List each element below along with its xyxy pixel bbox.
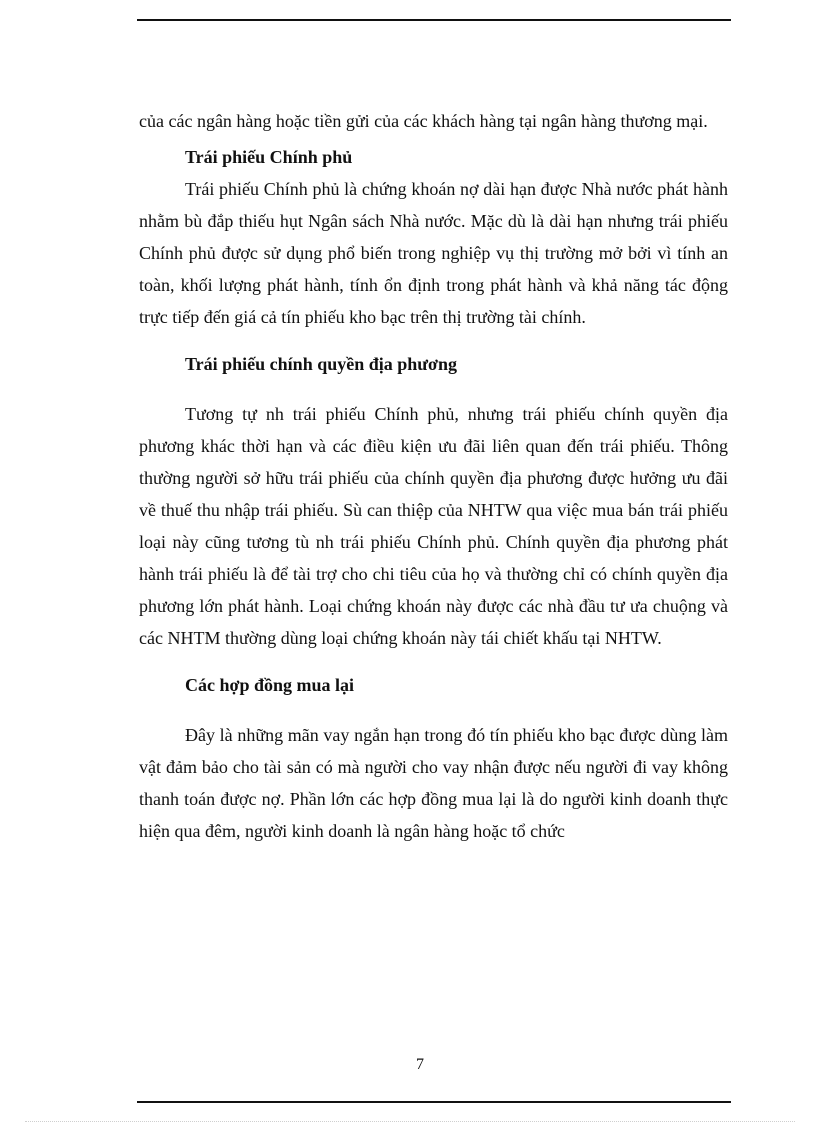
page-number: 7 bbox=[416, 1056, 424, 1073]
section-heading-local-government-bonds: Trái phiếu chính quyền địa phương bbox=[185, 354, 458, 374]
page-content bbox=[139, 105, 728, 847]
page-edge-dotted-line bbox=[25, 1121, 795, 1122]
section-body-repurchase-agreements: Đây là những mãn vay ngắn hạn trong đó tín phiếu kho bạc được dùng làm vật đảm bảo cho tài sản có mà người cho vay nhận được nếu người đi vay không thanh toán được nợ. Phần lớn các hợp đồng mua lại là do người kinh doanh thực hiện qua đêm, người kinh doanh là ngân hàng hoặc tổ chức bbox=[139, 725, 728, 841]
footer-rule bbox=[137, 1101, 731, 1103]
section-heading-government-bonds: Trái phiếu Chính phủ bbox=[185, 147, 353, 167]
header-rule bbox=[137, 19, 731, 21]
section-body-government-bonds: Trái phiếu Chính phủ là chứng khoán nợ dài hạn được Nhà nước phát hành nhằm bù đắp thiếu hụt Ngân sách Nhà nước. Mặc dù là dài hạn nhưng trái phiếu Chính phủ được sử dụng phổ biến trong nghiệp vụ thị trường mở bởi vì tính an toàn, khối lượng phát hành, tính ổn định trong phát hành và khả năng tác động trực tiếp đến giá cả tín phiếu kho bạc trên thị trường tài chính. bbox=[139, 179, 728, 327]
intro-paragraph: của các ngân hàng hoặc tiền gửi của các khách hàng tại ngân hàng thương mại. bbox=[139, 111, 708, 131]
section-body-local-government-bonds: Tương tự nh trái phiếu Chính phủ, nhưng trái phiếu chính quyền địa phương khác thời hạn và các điều kiện ưu đãi liên quan đến trái phiếu. Thông thường người sở hữu trái phiếu của chính quyền địa phương được hưởng ưu đãi về thuế thu nhập trái phiếu. Sù can thiệp của NHTW qua việc mua bán trái phiếu loại này cũng tương tù nh trái phiếu Chính phủ. Chính quyền địa phương phát hành trái phiếu là để tài trợ cho chi tiêu của họ và thường chỉ có chính quyền địa phương lớn phát hành. Loại chứng khoán này được các nhà đầu tư ưa chuộng và các NHTM thường dùng loại chứng khoán này tái chiết khấu tại NHTW. bbox=[139, 404, 728, 648]
section-heading-repurchase-agreements: Các hợp đồng mua lại bbox=[185, 675, 355, 695]
